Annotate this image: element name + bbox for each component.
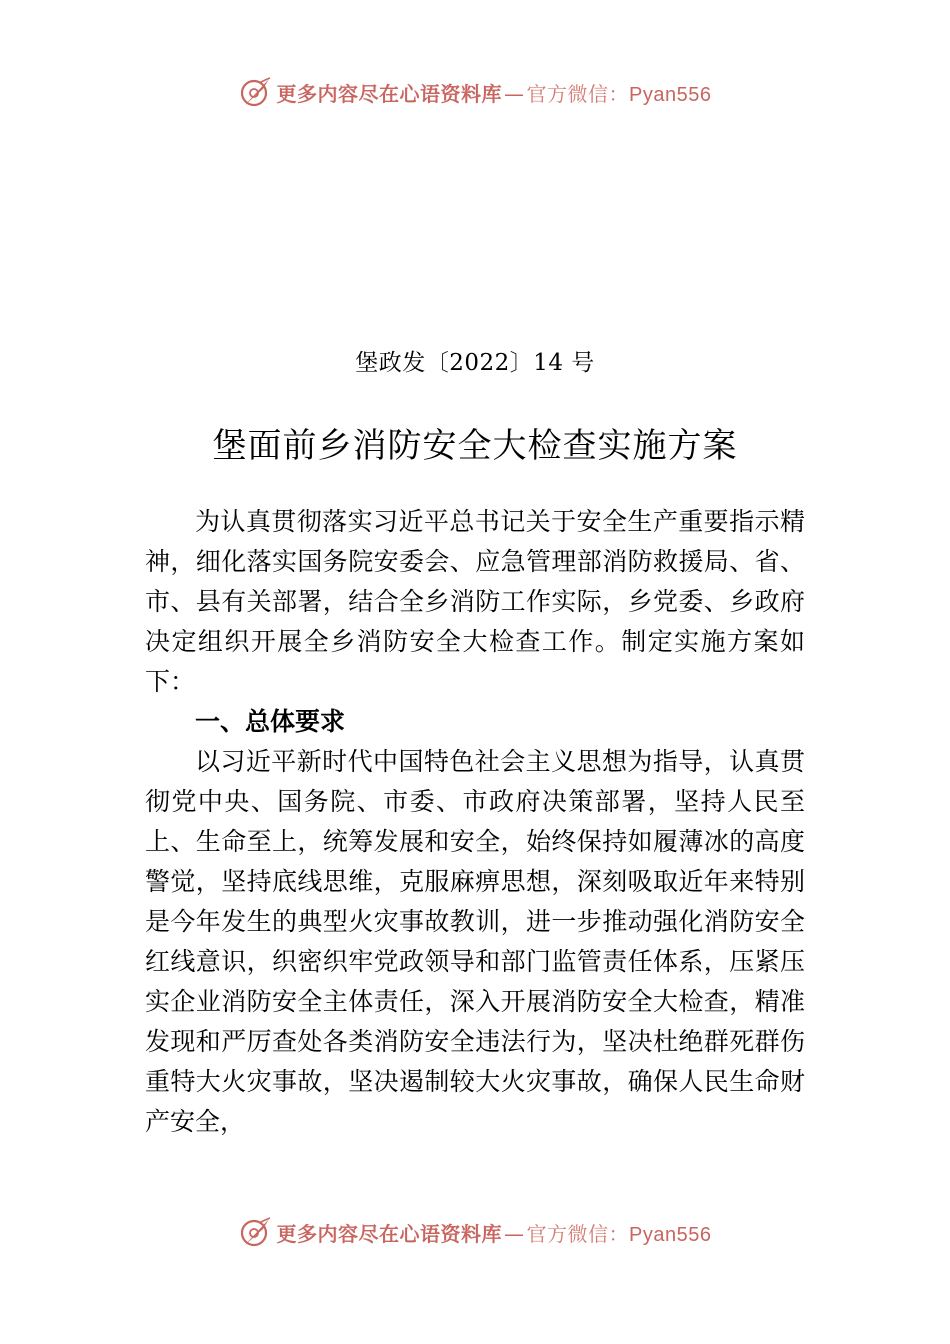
watermark-text: 更多内容尽在心语资料库 — 官方微信：Pyan556 (276, 1221, 712, 1246)
document-body (145, 502, 805, 1142)
watermark-header (0, 72, 950, 112)
page-title: 堡面前乡消防安全大检查实施方案 (212, 426, 738, 466)
quill-logo-icon (239, 75, 273, 109)
quill-logo-icon (239, 1215, 273, 1249)
section-heading: 一、总体要求 (195, 707, 346, 736)
watermark-text: 更多内容尽在心语资料库 — 官方微信：Pyan556 (276, 81, 712, 106)
intro-paragraph: 为认真贯彻落实习近平总书记关于安全生产重要指示精神，细化落实国务院安委会、应急管理部消防救援局、省、市、县有关部署，结合全乡消防工作实际，乡党委、乡政府决定组织开展全乡消防安全大检查工作。制定实施方案如下： (145, 507, 805, 696)
watermark-footer (0, 1212, 950, 1252)
section-paragraph: 以习近平新时代中国特色社会主义思想为指导，认真贯彻党中央、国务院、市委、市政府决策部署，坚持人民至上、生命至上，统筹发展和安全，始终保持如履薄冰的高度警觉，坚持底线思维，克服麻痹思想，深刻吸取近年来特别是今年发生的典型火灾事故教训，进一步推动强化消防安全红线意识，织密织牢党政领导和部门监管责任体系，压紧压实企业消防安全主体责任，深入开展消防安全大检查，精准发现和严厉查处各类消防安全违法行为，坚决杜绝群死群伤重特大火灾事故，坚决遏制较大火灾事故，确保人民生命财产安全， (145, 747, 805, 1136)
document-number: 堡政发〔2022〕14 号 (355, 350, 595, 376)
